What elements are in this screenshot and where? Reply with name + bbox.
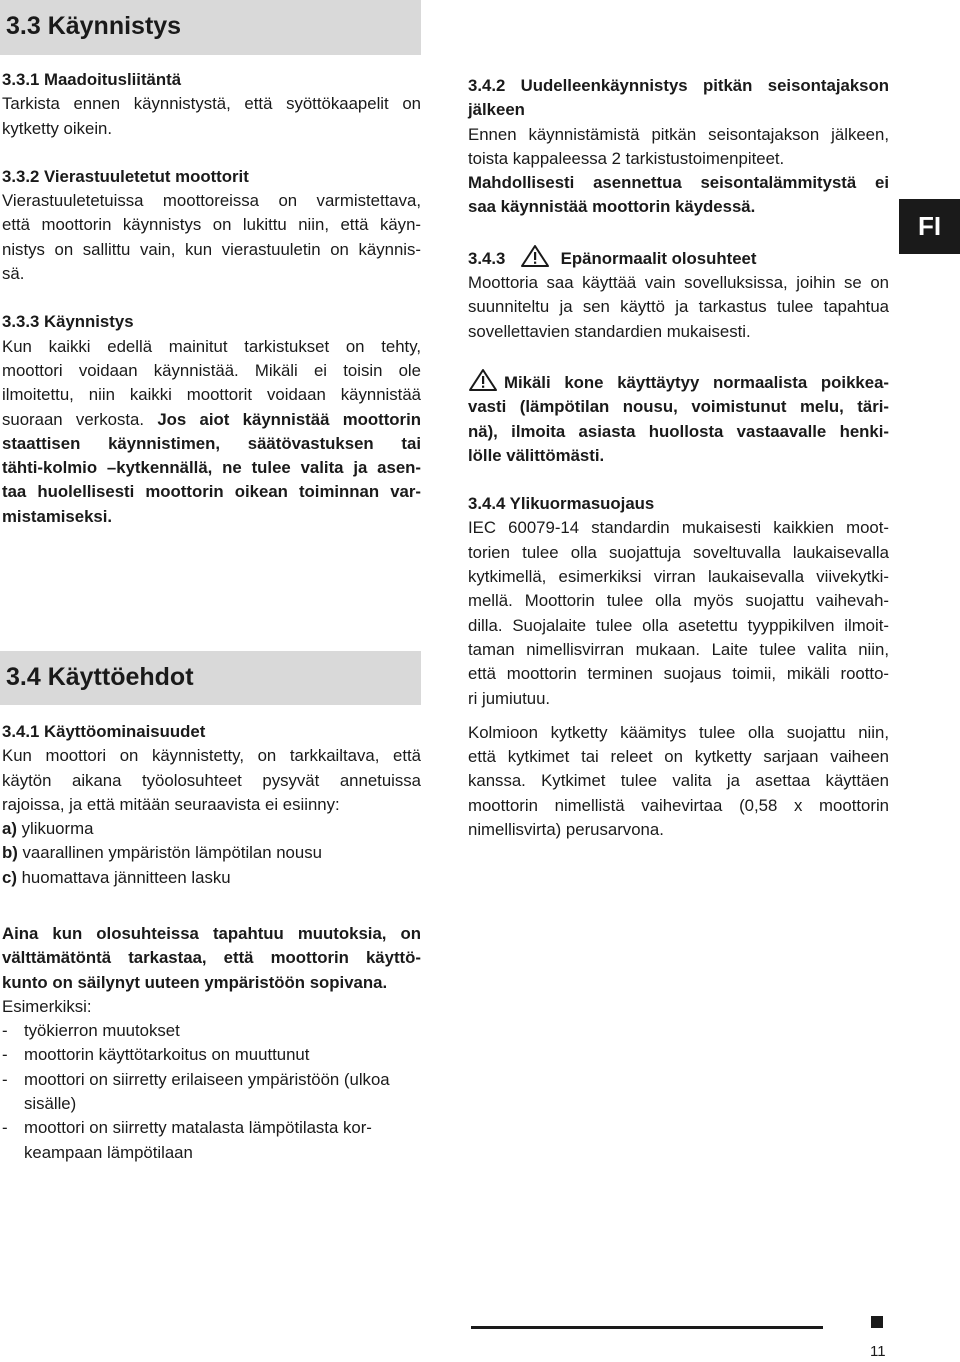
text-line: IEC 60079-14 standardin mukaisesti kaikkien moot-	[468, 518, 889, 538]
square-end-marker	[871, 1316, 883, 1328]
text-line: moottori voidaan käynnistää. Mikäli ei toisin ole	[2, 360, 421, 380]
warning-line	[468, 368, 889, 395]
heading-343-title: Epänormaalit olosuhteet	[560, 248, 757, 268]
text-line: Moottoria saa käyttää vain sovelluksissa, joihin se on	[468, 273, 889, 293]
left-column-change-note	[2, 922, 421, 1165]
heading-344: 3.4.4 Ylikuormasuojaus	[468, 494, 655, 514]
text-line: Vierastuuletetuissa moottoreissa on varmistettava,	[2, 191, 421, 211]
text-line: moottorin nimellistä vaihevirtaa (0,58 x moottorin	[468, 795, 889, 815]
warning-triangle-icon	[468, 368, 498, 392]
warning-text: Mikäli kone käyttäytyy normaalista poikkea-	[504, 372, 889, 392]
text-line: että moottorin käynnistys on lukittu niin, että käyn-	[2, 215, 421, 235]
text-normal: suoraan verkosta.	[2, 409, 145, 429]
text-line-bold: tähti-kolmio –kytkennällä, ne tulee valita ja asen-	[2, 458, 421, 478]
text-line: nimellisvirta) perusarvona.	[468, 820, 664, 840]
text-line: Tarkista ennen käynnistystä, että syöttökaapelit on	[2, 94, 421, 114]
text-line-bold: mistamiseksi.	[2, 506, 113, 526]
left-column-341	[2, 720, 421, 890]
warning-triangle-icon	[520, 244, 550, 268]
text-line-bold: taa huolellisesti moottorin oikean toiminnan var-	[2, 482, 421, 502]
section-34-title-bar	[0, 651, 421, 705]
heading-342-cont: jälkeen	[468, 100, 525, 120]
list-label: b)	[2, 843, 18, 863]
heading-341: 3.4.1 Käyttöominaisuudet	[2, 722, 206, 741]
example-list	[2, 1019, 421, 1165]
text-line: taman nimellisvirran mukaan. Laite tulee valita niin,	[468, 639, 889, 659]
text-line-bold: Mahdollisesti asennettua seisontalämmitystä ei	[468, 173, 889, 193]
text-line: kytkimellä, esimerkiksi virran laukaisevalla viivekytki-	[468, 567, 889, 587]
text-line: toista kappaleessa 2 tarkistustoimenpiteet.	[468, 148, 785, 168]
section-34-title: 3.4 Käyttöehdot	[6, 663, 194, 691]
language-tab: FI	[899, 199, 960, 254]
heading-342: 3.4.2 Uudelleenkäynnistys pitkän seisontajakson	[468, 76, 889, 95]
warning-line: nä), ilmoita asiasta huollosta vastaavalle henki-	[468, 421, 889, 441]
text-bold: Jos aiot käynnistää moottorin	[157, 409, 422, 429]
text-line: käytön aikana työolosuhteet pysyvät annetuissa	[2, 770, 421, 790]
text-line: kanssa. Kytkimet tulee valita ja asettaa käyttäen	[468, 771, 889, 791]
text-line: Ennen käynnistämistä pitkän seisontajakson jälkeen,	[468, 124, 889, 144]
list-label: a)	[2, 819, 17, 839]
heading-333: 3.3.3 Käynnistys	[2, 312, 134, 332]
text-line: kytketty oikein.	[2, 118, 113, 138]
text-line: sä.	[2, 264, 25, 284]
list-text: vaarallinen ympäristön lämpötilan nousu	[22, 843, 322, 863]
warning-line: vasti (lämpötilan nousu, voimistunut melu, täri-	[468, 397, 889, 417]
text-line: mellä. Moottorin tulee olla myös suojattu vaihevah-	[468, 591, 889, 611]
page-number: 11	[870, 1343, 886, 1360]
text-line: dilla. Suojalaite tulee olla asetettu tyyppikilven ilmoit-	[468, 615, 889, 635]
example-label: Esimerkiksi:	[2, 996, 92, 1016]
heading-343	[468, 244, 889, 271]
list-text: ylikuorma	[21, 819, 94, 839]
footer-rule	[471, 1326, 823, 1329]
list-label: c)	[2, 867, 17, 887]
warning-line: lölle välittömästi.	[468, 445, 605, 465]
text-line: sovellettavien standardien mukaisesti.	[468, 321, 751, 341]
heading-332: 3.3.2 Vierastuuletetut moottorit	[2, 166, 249, 186]
heading-343-number: 3.4.3	[468, 248, 506, 268]
text-line: ilmoitettu, niin kaikki moottorit voidaan käynnistää	[2, 385, 421, 405]
text-line: että kytkimet tai releet on kytketty sarjaan vaiheen	[468, 747, 889, 767]
section-33-title: 3.3 Käynnistys	[6, 12, 182, 40]
list-item: - työkierron muutokset	[2, 1019, 421, 1043]
text-line: ri jumiutuu.	[468, 688, 551, 708]
text-line: että moottorin terminen suojaus toimii, mikäli rootto-	[468, 664, 889, 684]
text-line: Kun kaikki edellä mainitut tarkistukset on tehty,	[2, 336, 421, 356]
text-line-bold: Aina kun olosuhteissa tapahtuu muutoksia, on	[2, 924, 421, 943]
right-column	[468, 74, 889, 842]
text-line-mixed	[2, 408, 421, 432]
list-item	[2, 817, 421, 841]
text-line-bold: kunto on säilynyt uuteen ympäristöön sopivana.	[2, 972, 388, 992]
text-line: torien tulee olla suojattuja soveltuvalla laukaisevalla	[468, 542, 889, 562]
text-line: suunniteltu ja sen käyttö ja tarkastus tulee tapahtua	[468, 297, 889, 317]
heading-331: 3.3.1 Maadoitusliitäntä	[2, 70, 182, 89]
text-line: rajoissa, ja että mitään seuraavista ei esiinny:	[2, 794, 340, 814]
text-line-bold: staattisen käynnistimen, säätövastuksen tai	[2, 433, 421, 453]
left-column-top	[2, 68, 421, 529]
text-line: Kolmioon kytketty käämitys tulee olla suojattu niin,	[468, 722, 889, 742]
text-line: Kun moottori on käynnistetty, on tarkkailtava, että	[2, 746, 421, 766]
list-item: - moottori on siirretty matalasta lämpötilasta kor-keampaan lämpötilaan	[2, 1116, 424, 1165]
text-line-bold: saa käynnistää moottorin käydessä.	[468, 197, 756, 217]
list-item	[2, 841, 421, 865]
text-line-bold: välttämätöntä tarkastaa, että moottorin käyttö-	[2, 948, 421, 968]
list-item	[2, 866, 421, 890]
list-text: huomattava jännitteen lasku	[21, 867, 231, 887]
list-item: - moottorin käyttötarkoitus on muuttunut	[2, 1043, 421, 1067]
section-33-title-bar	[0, 0, 421, 55]
text-line: nistys on sallittu vain, kun vierastuuletin on käynnis-	[2, 239, 421, 259]
list-item: - moottori on siirretty erilaiseen ympäristöön (ulkoa sisälle)	[2, 1068, 424, 1117]
